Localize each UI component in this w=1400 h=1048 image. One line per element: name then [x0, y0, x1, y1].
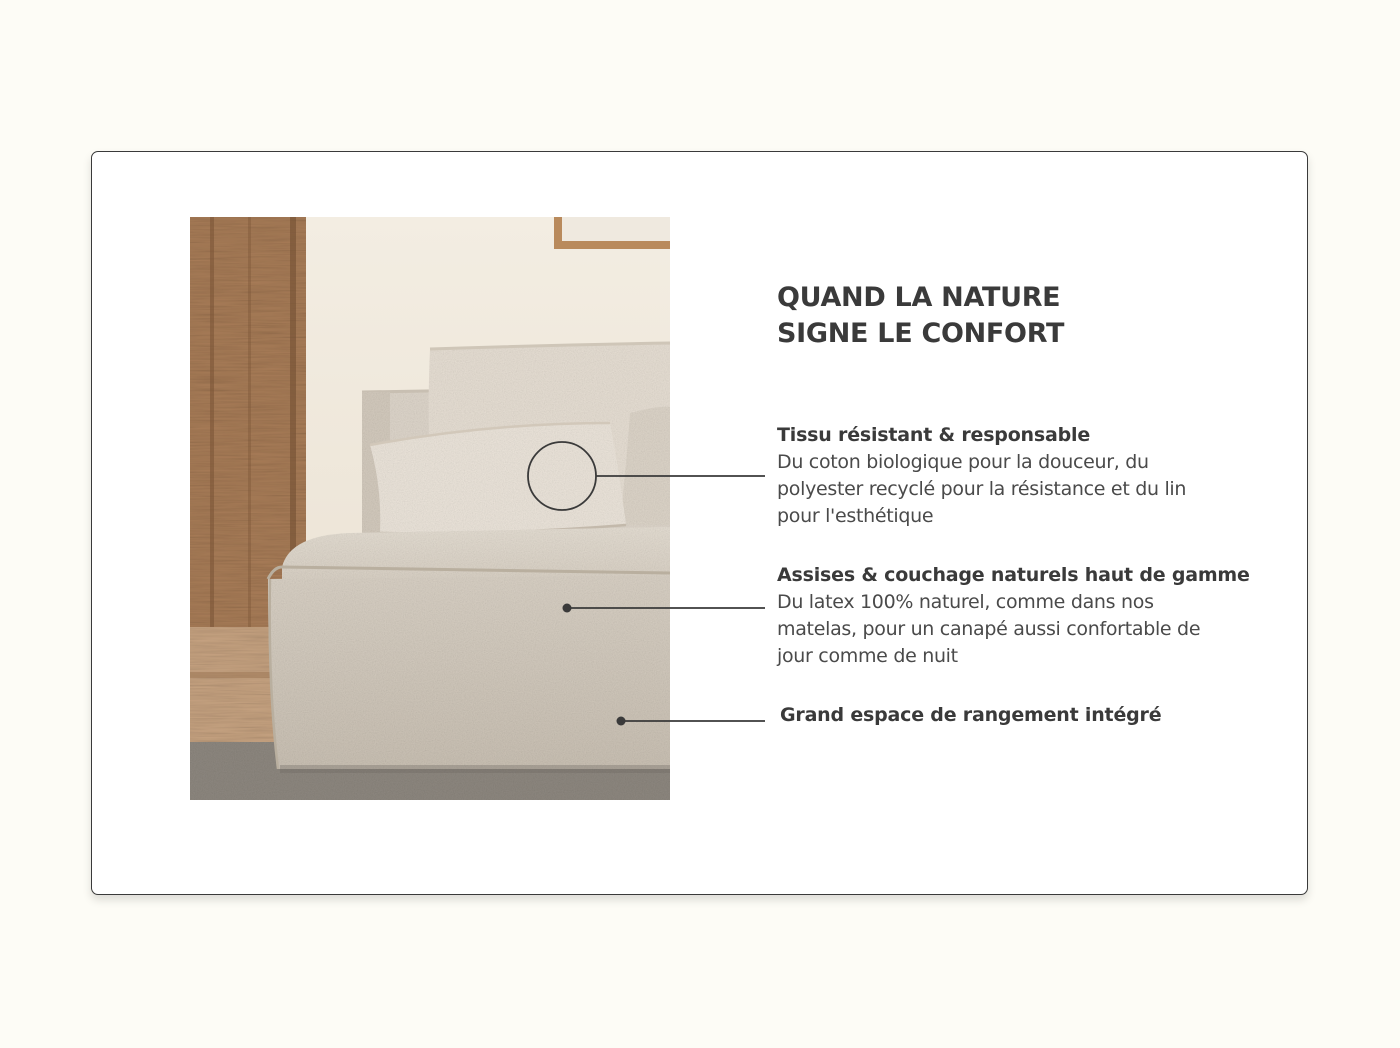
section-heading [777, 280, 1064, 352]
feature-description-line: Du latex 100% naturel, comme dans nos [777, 591, 1154, 613]
feature-title: Tissu résistant & responsable [777, 424, 1091, 446]
feature-description [777, 449, 1277, 530]
feature-description [777, 589, 1277, 670]
heading-line-2: SIGNE LE CONFORT [777, 318, 1065, 349]
heading-line-1: QUAND LA NATURE [777, 282, 1061, 313]
feature-seating [777, 562, 1277, 670]
feature-description-line: pour l'esthétique [777, 505, 934, 527]
feature-description-line: Du coton biologique pour la douceur, du [777, 451, 1149, 473]
feature-description-line: jour comme de nuit [777, 645, 958, 667]
feature-title: Assises & couchage naturels haut de gamme [777, 564, 1250, 586]
feature-fabric [777, 422, 1277, 530]
feature-description-line: matelas, pour un canapé aussi confortable de [777, 618, 1201, 640]
feature-storage [780, 702, 1280, 729]
feature-title: Grand espace de rangement intégré [780, 704, 1162, 726]
feature-description-line: polyester recyclé pour la résistance et du lin [777, 478, 1187, 500]
sofa-photo [190, 217, 670, 800]
